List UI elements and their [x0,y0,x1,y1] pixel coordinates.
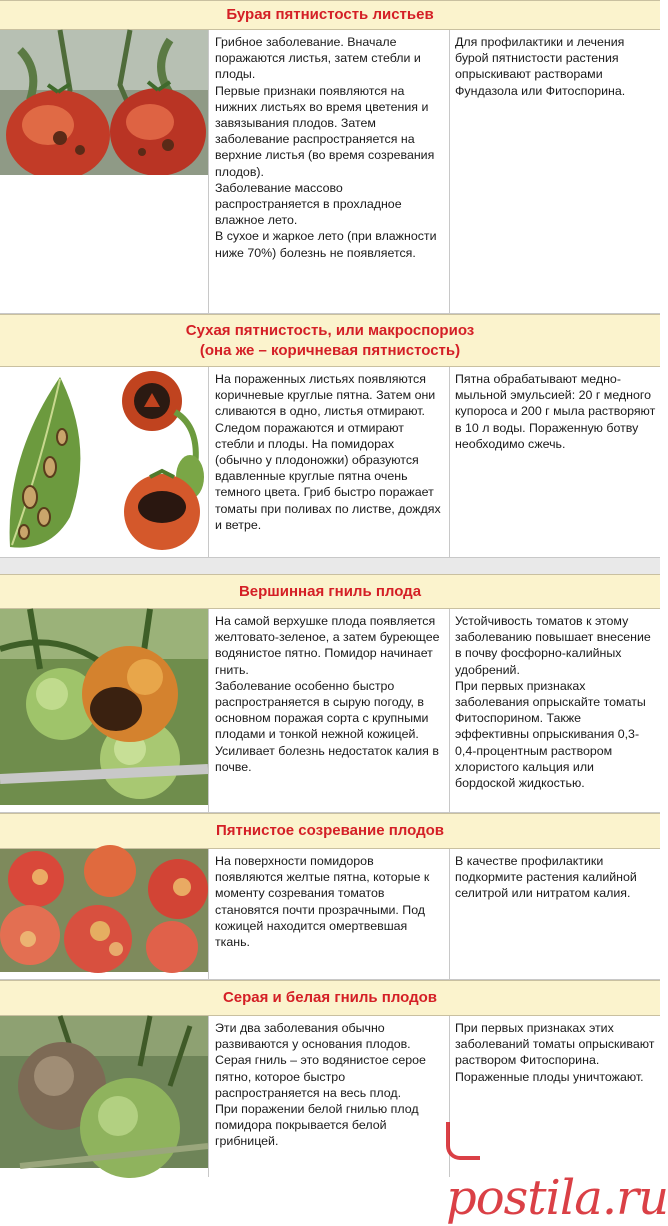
postila-logo-icon [446,1122,480,1160]
watermark-link[interactable] [446,1114,668,1226]
section-header [0,813,660,849]
spotted-leaf-icon [0,367,208,557]
disease-photo [0,609,208,805]
treatment-paragraph: Для профилактики и лечения бурой пятнистости растения опрыскивают растворами Фундазола или Фитоспорина. [455,35,626,98]
description-paragraph: На пораженных листьях появляются коричневые круглые пятна. Затем они сливаются в одно, листья отмирают. Следом поражаются и отмирают стебли и плоды. На помидорах (обычно у плодоножки) образуются вдавленные круглые пятна очень темного цвета. Гриб быстро поражает томаты при поливах по листве, дождях и ветре. [215,372,441,532]
description-paragraph: На самой верхушке плода появляется желтовато-зеленое, а затем буреющее водянистое пятно. Помидор начинает гнить. [215,614,440,677]
disease-description [208,1016,450,1177]
section-subtitle: (она же – коричневая пятнистость) [199,341,461,359]
disease-row [0,367,660,558]
watermark-text: postila.ru [446,1170,668,1226]
section-gap [0,558,660,574]
description-paragraph: В сухое и жаркое лето (при влажности ниже 70%) болезнь не появляется. [215,229,437,260]
disease-photo [0,849,208,972]
disease-photo [0,367,208,557]
disease-photo [0,30,208,190]
disease-row [0,849,660,980]
description-paragraph: Серая гниль – это водянистое серое пятно, которое быстро распространяется на весь плод. [215,1053,426,1100]
disease-treatment [450,367,660,557]
blossom-end-rot-icon [0,609,208,805]
disease-description [208,609,450,812]
description-paragraph: Заболевание особенно быстро распространяется в сырую погоду, в основном поражая сорта с крупными плодами и тонкой нежной кожицей. Усиливает болезнь недостаток калия в почве. [215,678,439,774]
description-paragraph: Заболевание массово распространяется в прохладное влажное лето. [215,180,402,228]
section-title: Серая и белая гниль плодов [222,989,438,1006]
description-paragraph: При поражении белой гнилью плод помидора покрывается белой грибницей. [215,1102,419,1149]
section-title: Бурая пятнистость листьев [226,6,434,23]
description-paragraph: Грибное заболевание. Вначале поражаются листья, затем стебли и плоды. [215,35,421,82]
treatment-paragraph: При первых признаках заболевания опрыскайте томаты Фитоспорином. Также эффективны опрыскивания 0,3-0,4-процентным раствором хлористого кальция или бордоской жидкостью. [455,678,646,791]
description-paragraph: Первые признаки появляются на нижних листьях во время цветения и завязывания плодов. Затем заболевание распространяется на верхние листья (во время созревания плодов). [215,83,435,179]
description-paragraph: На поверхности помидоров появляются желтые пятна, которые к моменту созревания томатов становятся почти прозрачными. Под кожицей находится омертвевшая ткань. [215,854,430,950]
treatment-paragraph: В качестве профилактики подкормите растения калийной селитрой или нитратом калия. [455,854,637,901]
tomato-photo-icon [0,30,208,190]
section-header [0,980,660,1016]
disease-row [0,30,660,314]
treatment-paragraph: Пораженные плоды уничтожают. [455,1069,644,1084]
section-header [0,574,660,609]
treatment-paragraph: Пятна обрабатывают медно-мыльной эмульсией: 20 г медного купороса и 200 г мыла растворяют в 10 л воды. Пораженную ботву необходимо сжечь. [455,372,656,451]
section-header [0,0,660,30]
disease-row [0,609,660,813]
description-paragraph: Эти два заболевания обычно развиваются у основания плодов. [215,1021,411,1052]
section-header [0,314,660,367]
section-title: Пятнистое созревание плодов [215,822,444,839]
treatment-paragraph: При первых признаках этих заболеваний томаты опрыскивают раствором Фитоспорина. [455,1021,655,1068]
disease-treatment [450,30,660,313]
disease-photo [0,1016,208,1168]
treatment-paragraph: Устойчивость томатов к этому заболеванию повышает внесение в почву фосфорно-калийных удобрений. [455,614,651,677]
disease-treatment [450,849,660,979]
disease-treatment [450,609,660,812]
disease-description [208,367,450,557]
section-title: Вершинная гниль плода [238,582,422,600]
spotted-tomatoes-icon [0,849,208,972]
section-title: Сухая пятнистость, или макроспориоз [185,321,475,339]
disease-description [208,849,450,979]
gray-rot-tomato-icon [0,1016,208,1168]
disease-description [208,30,450,313]
